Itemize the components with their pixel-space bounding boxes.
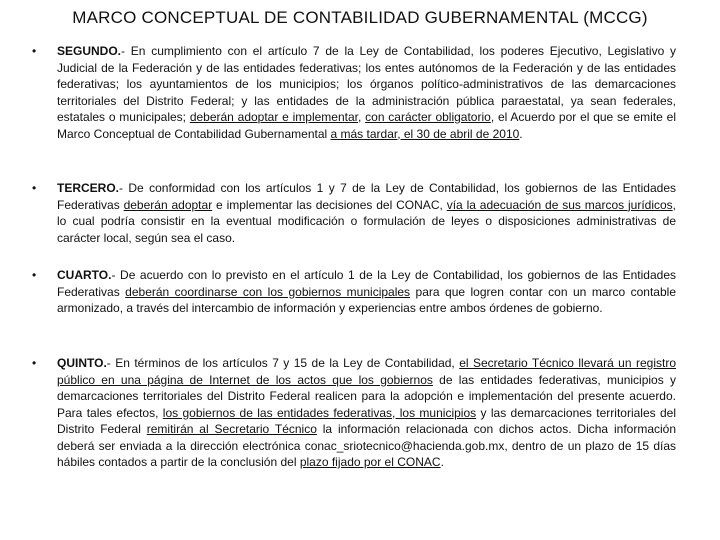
list-item-segundo	[57, 43, 676, 142]
underlined-text: los gobiernos de las entidades federativas, los municipios	[162, 405, 477, 420]
item-body	[57, 356, 676, 469]
bullet-icon: •	[32, 268, 37, 282]
item-body	[57, 44, 676, 141]
underlined-text: deberán adoptar	[123, 197, 213, 212]
underlined-text: plazo fijado por el CONAC	[299, 455, 441, 469]
item-body	[57, 268, 676, 315]
body-text: - En cumplimiento con el artículo 7 de la Ley de Contabilidad, los poderes Ejecutivo, Legislativo y Judicial de la Federación y de las entidades federativas; los entes autónomos de la Federación y de las entidades federativas; los ayuntamientos de los municipios; los órganos político-administrativos de las demarcaciones territoriales del Distrito Federal; y las entidades de la administración pública paraestatal, ya sean federales, estatales o municipales;	[57, 44, 676, 124]
list-item-cuarto	[57, 267, 676, 317]
item-lead: CUARTO.	[57, 268, 112, 282]
bullet-icon: •	[32, 44, 37, 58]
item-body	[57, 181, 676, 245]
list-item-quinto	[57, 355, 676, 471]
bullet-icon: •	[32, 181, 37, 195]
item-lead: TERCERO.	[57, 181, 120, 195]
body-text: e implementar las decisiones del CONAC,	[212, 197, 447, 212]
item-lead: QUINTO.	[57, 356, 107, 370]
body-text: .	[519, 126, 523, 141]
underlined-text: vía la adecuación de sus marcos jurídicos	[446, 197, 673, 212]
item-lead: SEGUNDO.	[57, 44, 122, 58]
underlined-text: deberán adoptar e implementar	[189, 110, 358, 124]
body-text: - En términos de los artículos 7 y 15 de la Ley de Contabilidad,	[106, 356, 460, 370]
list-item-tercero	[57, 180, 676, 246]
bullet-icon: •	[32, 356, 37, 370]
underlined-text: con carácter obligatorio	[365, 110, 491, 124]
underlined-text: a más tardar, el 30 de abril de 2010	[330, 126, 520, 141]
body-text: de las entidades federativas, municipios y demarcaciones territoriales del Distrito Federal realicen para la adopción e implementación del presente acuerdo. Para tales efectos,	[57, 372, 676, 420]
underlined-text: el Secretario Técnico llevará un registro público en una página de Internet de los actos que los gobiernos	[57, 356, 676, 387]
body-text: , el Acuerdo por el que se emite el Marco Conceptual de Contabilidad Gubernamental	[57, 110, 676, 141]
body-text: - De conformidad con los artículos 1 y 7 de la Ley de Contabilidad, los gobiernos de las Entidades Federativas	[57, 181, 676, 212]
body-text: , lo cual podría consistir en la eventual modificación o formulación de leyes o disposiciones administrativas de carácter local, según sea el caso.	[57, 197, 677, 245]
body-text: y las demarcaciones territoriales del Distrito Federal	[57, 405, 676, 436]
body-text: la información relacionada con dichos actos. Dicha información deberá ser enviada a la dirección electrónica conac_sriotecnico@hacienda.gob.mx, dentro de un plazo de 15 días hábiles contados a partir de la conclusión del	[57, 422, 677, 469]
underlined-text: deberán coordinarse con los gobiernos municipales	[125, 284, 411, 299]
underlined-text: remitirán al Secretario Técnico	[146, 422, 317, 436]
body-text: ,	[358, 110, 366, 124]
body-text: .	[440, 455, 444, 469]
slide-title: MARCO CONCEPTUAL DE CONTABILIDAD GUBERNAMENTAL (MCCG)	[72, 8, 648, 27]
body-text: - De acuerdo con lo previsto en el artículo 1 de la Ley de Contabilidad, los gobiernos de las Entidades Federativas	[57, 268, 676, 299]
body-text: para que logren contar con un marco contable armonizado, a través del intercambio de información y experiencias entre ambos órdenes de gobierno.	[57, 284, 676, 315]
